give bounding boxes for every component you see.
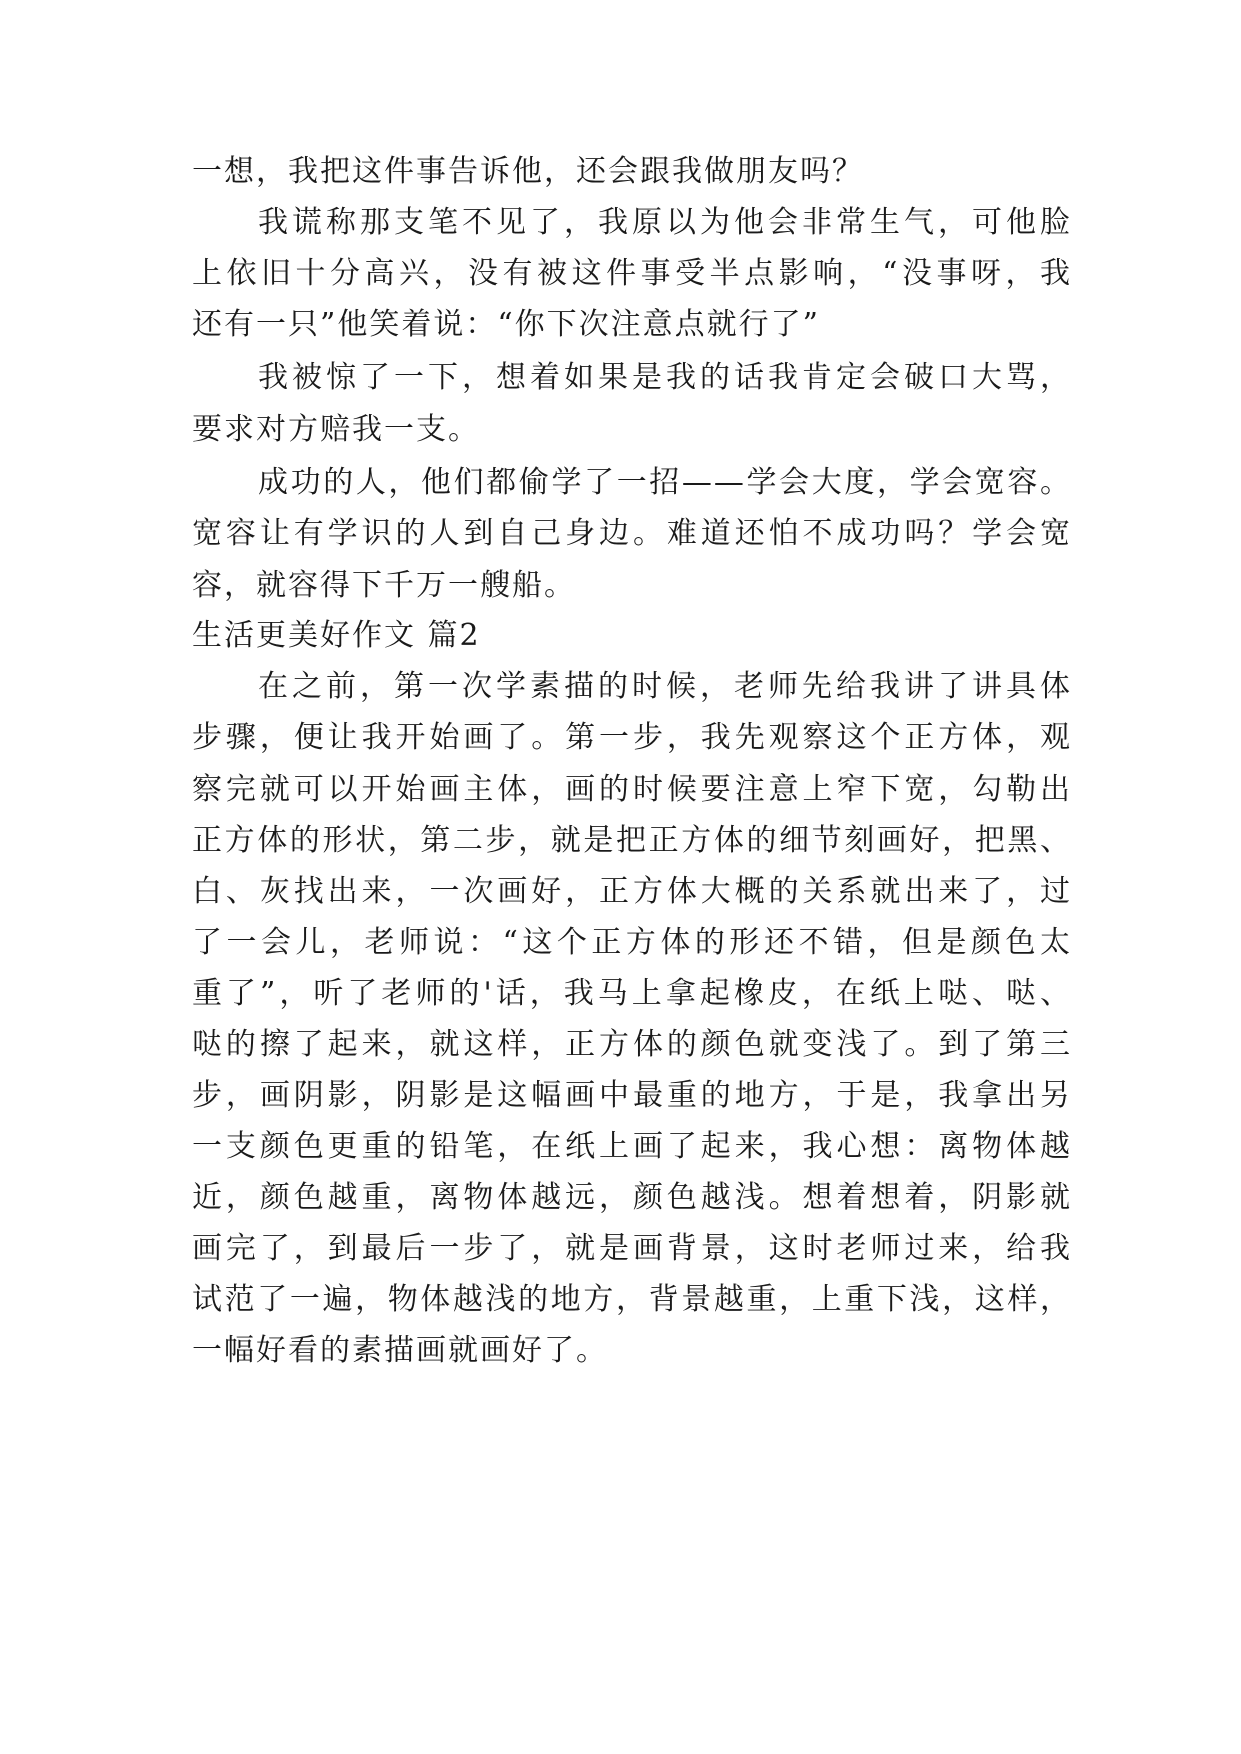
text-line: 在之前，第一次学素描的时候，老师先给我讲了讲具体 — [258, 669, 1072, 704]
text-line: 成功的人，他们都偷学了一招——学会大度，学会宽容。 — [258, 465, 1072, 500]
text-line: 了一会儿，老师说：“这个正方体的形还不错，但是颜色太 — [192, 925, 1072, 960]
text-line: 我谎称那支笔不见了，我原以为他会非常生气，可他脸 — [258, 205, 1072, 240]
text-line: 近，颜色越重，离物体越远，颜色越浅。想着想着，阴影就 — [192, 1180, 1072, 1215]
text-line: 要求对方赔我一支。 — [192, 412, 480, 447]
text-line: 察完就可以开始画主体，画的时候要注意上窄下宽，勾勒出 — [192, 772, 1072, 807]
text-line: 步骤，便让我开始画了。第一步，我先观察这个正方体，观 — [192, 720, 1072, 755]
text-line: 我被惊了一下，想着如果是我的话我肯定会破口大骂， — [258, 360, 1072, 395]
text-line: 一幅好看的素描画就画好了。 — [192, 1333, 608, 1368]
section-heading: 生活更美好作文 篇2 — [192, 618, 481, 653]
text-line: 容，就容得下千万一艘船。 — [192, 568, 576, 603]
text-line: 上依旧十分高兴，没有被这件事受半点影响，“没事呀，我 — [192, 256, 1072, 291]
text-line: 哒的擦了起来，就这样，正方体的颜色就变浅了。到了第三 — [192, 1027, 1072, 1062]
text-line: 重了”，听了老师的'话，我马上拿起橡皮，在纸上哒、哒、 — [192, 976, 1072, 1011]
text-line: 正方体的形状，第二步，就是把正方体的细节刻画好，把黑、 — [192, 823, 1072, 858]
text-line: 一想，我把这件事告诉他，还会跟我做朋友吗？ — [192, 154, 864, 189]
text-line: 还有一只”他笑着说：“你下次注意点就行了” — [192, 307, 821, 342]
text-line: 一支颜色更重的铅笔，在纸上画了起来，我心想：离物体越 — [192, 1129, 1072, 1164]
text-line: 宽容让有学识的人到自己身边。难道还怕不成功吗？学会宽 — [192, 516, 1072, 551]
text-line: 白、灰找出来，一次画好，正方体大概的关系就出来了，过 — [192, 874, 1072, 909]
text-line: 步，画阴影，阴影是这幅画中最重的地方，于是，我拿出另 — [192, 1078, 1072, 1113]
text-line: 画完了，到最后一步了，就是画背景，这时老师过来，给我 — [192, 1231, 1072, 1266]
text-line: 试范了一遍，物体越浅的地方，背景越重，上重下浅，这样， — [192, 1282, 1072, 1317]
